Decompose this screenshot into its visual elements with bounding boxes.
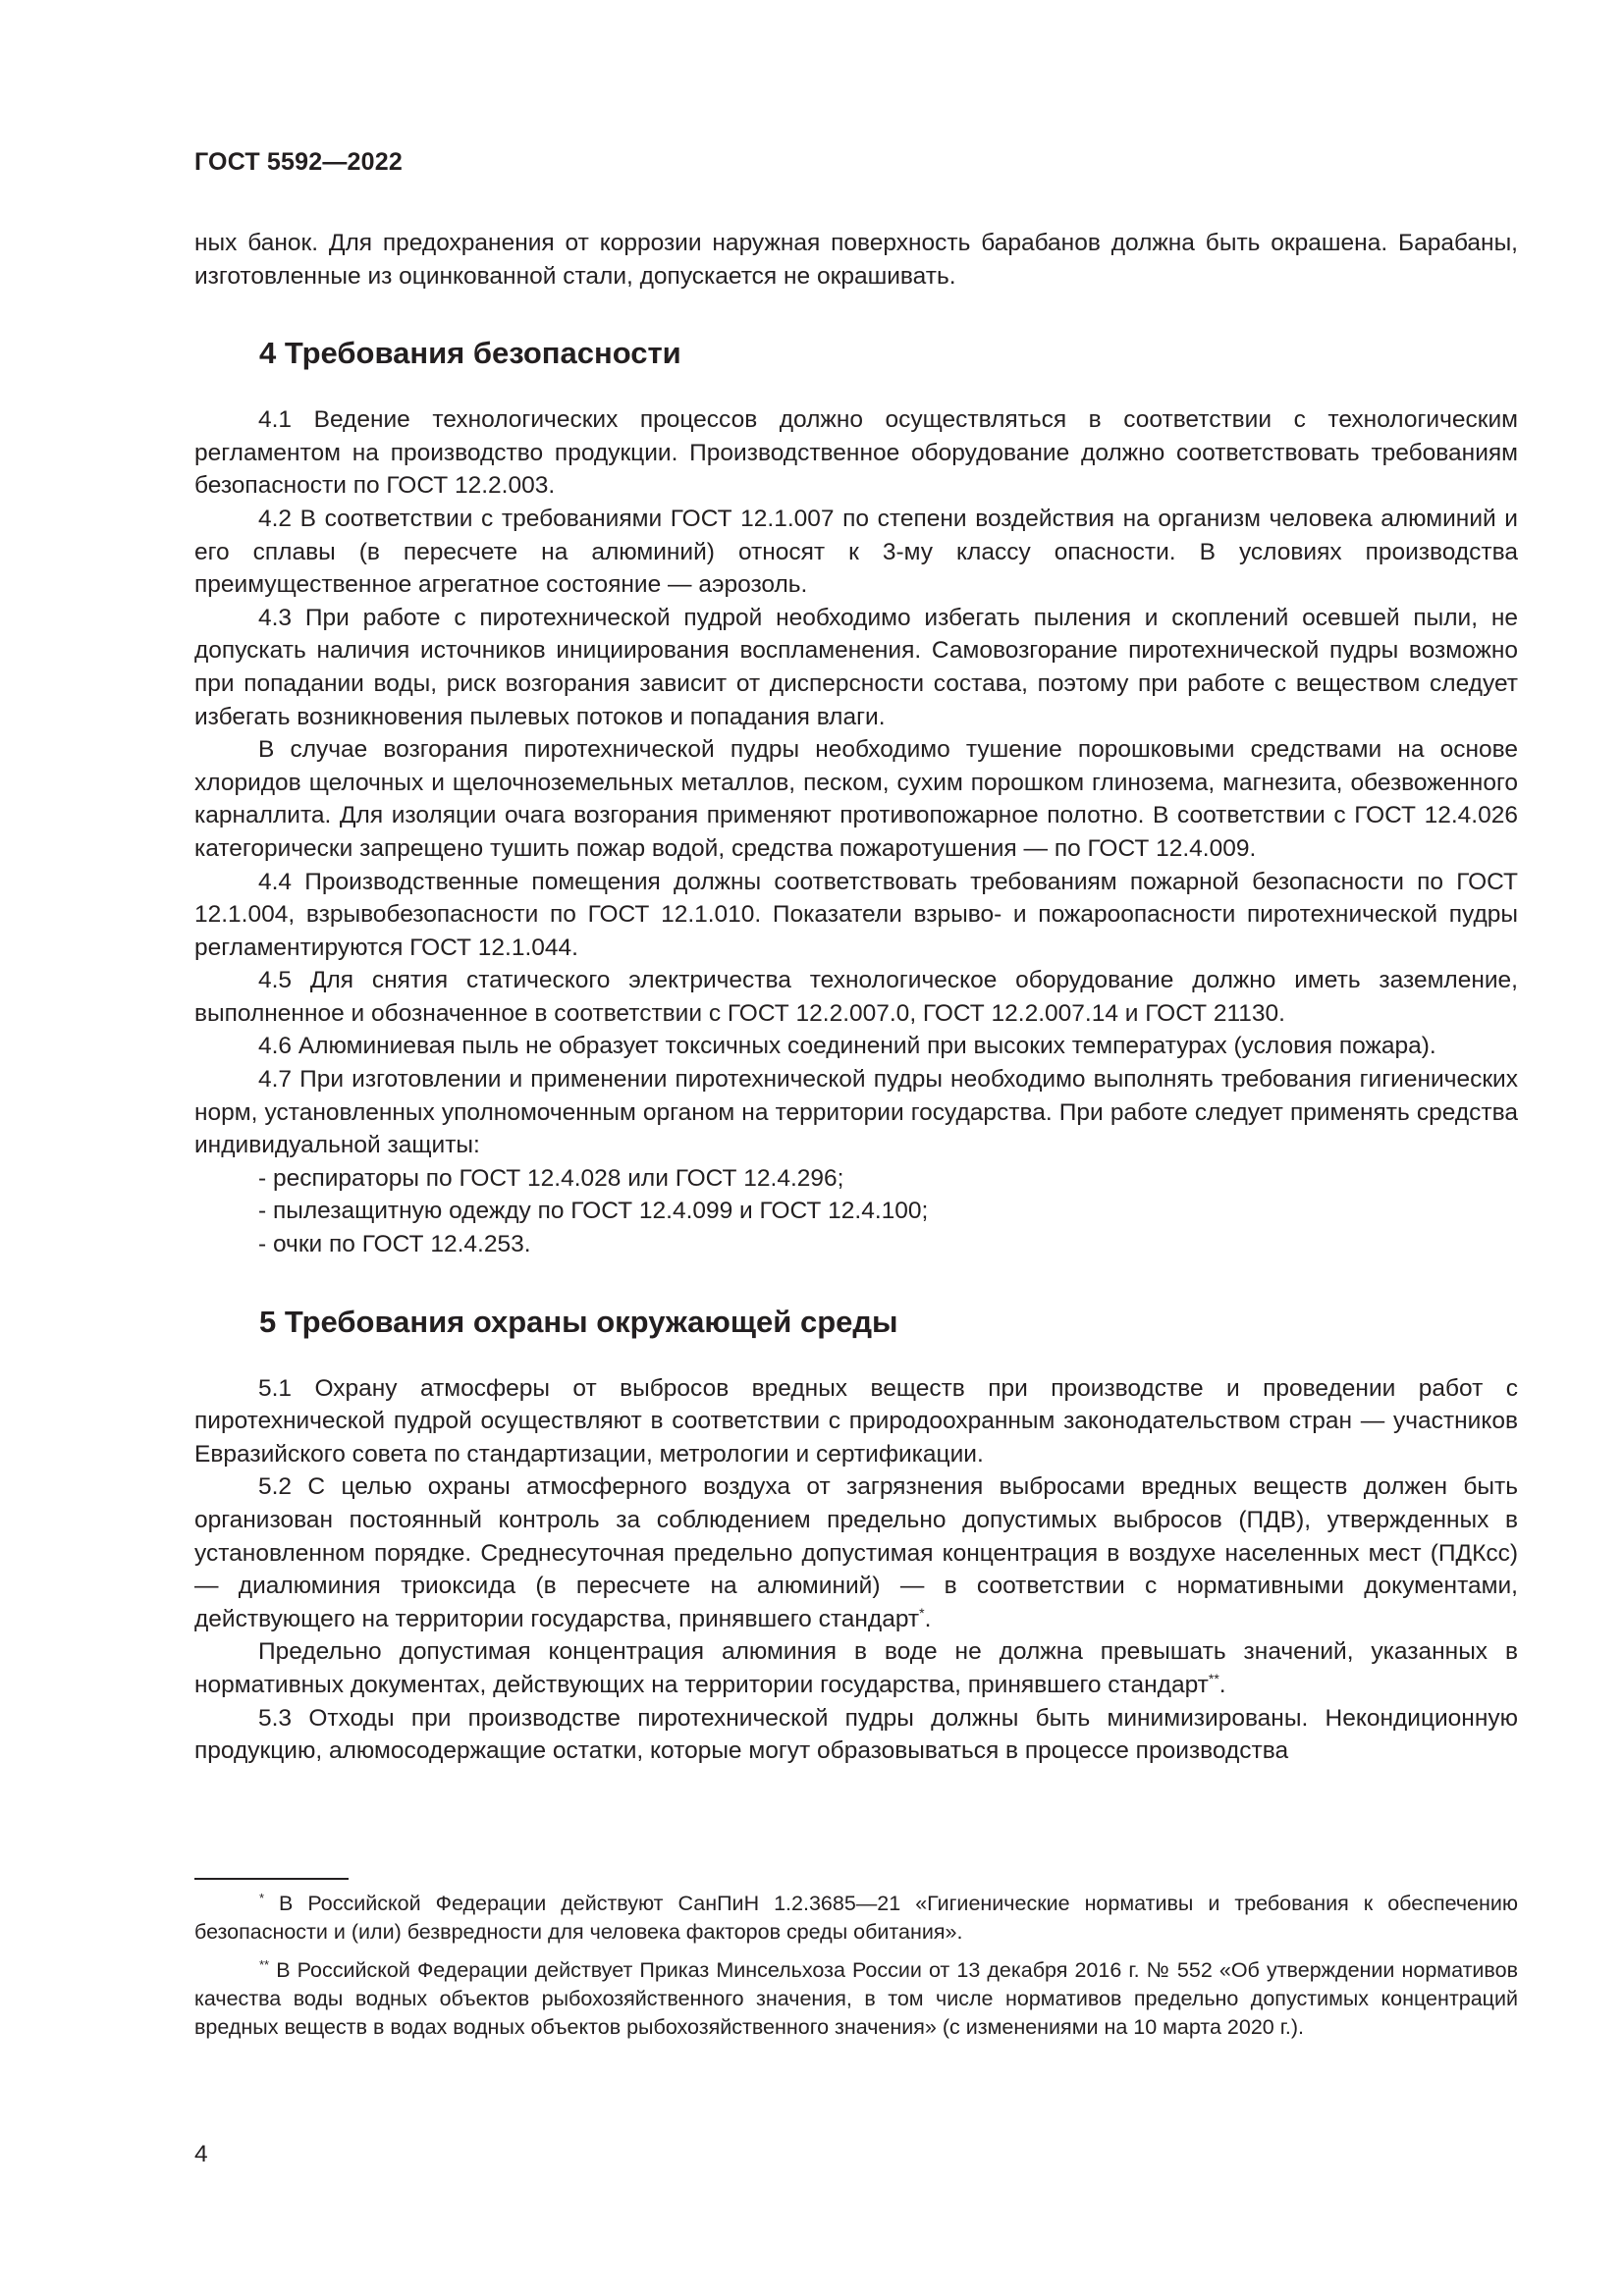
protection-list: [194, 1162, 1518, 1261]
paragraph-5-3: 5.3 Отходы при производстве пиротехнической пудры должны быть минимизированы. Некондиционную продукцию, алюмосодержащие остатки, которые могут образовываться в процессе производства: [194, 1704, 1518, 1765]
footnote-text: В Российской Федерации действует Приказ Минсельхоза России от 13 декабря 2016 г. № 552 «Об утверждении нормативов качества воды водных объектов рыбохозяйственного значения, в том числе нормативов предельно допустимых концентраций вредных веществ в водах водных объектов рыбохозяйственного значения» (с изменениями на 10 марта 2020 г.).: [194, 1958, 1518, 2039]
footnote-2: [194, 1956, 1518, 2042]
paragraph-4-3-fire: В случае возгорания пиротехнической пудры необходимо тушение порошковыми средствами на основе хлоридов щелочных и щелочноземельных металлов, песком, сухим порошком глинозема, магнезита, обезвоженного карналлита. Для изоляции очага возгорания применяют противопожарное полотно. В соответствии с ГОСТ 12.4.026 категорически запрещено тушить пожар водой, средства пожаротушения — по ГОСТ 12.4.009.: [194, 736, 1518, 862]
main-content: [194, 227, 1518, 1768]
paragraph-5-1: 5.1 Охрану атмосферы от выбросов вредных веществ при производстве и проведении работ с пиротехнической пудрой осуществляют в соответствии с природоохранным законодательством стран — участников Евразийского совета по стандартизации, метрологии и сертификации.: [194, 1374, 1518, 1468]
paragraph-4-2: 4.2 В соответствии с требованиями ГОСТ 12.1.007 по степени воздействия на организм человека алюминий и его сплавы (в пересчете на алюминий) относят к 3-му классу опасности. В условиях производства преимущественное агрегатное состояние — аэрозоль.: [194, 505, 1518, 599]
paragraph-5-2: [194, 1470, 1518, 1635]
paragraph-4-6: 4.6 Алюминиевая пыль не образует токсичных соединений при высоких температурах (условия пожара).: [258, 1033, 1436, 1060]
footnote-mark: **: [259, 1956, 270, 1972]
paragraph-4-4: 4.4 Производственные помещения должны соответствовать требованиям пожарной безопасности по ГОСТ 12.1.004, взрывобезопасности по ГОСТ 12.1.010. Показатели взрыво- и пожароопасности пиротехнической пудры регламентируются ГОСТ 12.1.044.: [194, 868, 1518, 961]
footnotes: [194, 1878, 1518, 2052]
footnote-separator: [194, 1878, 349, 1880]
standard-code-header: ГОСТ 5592—2022: [194, 148, 403, 176]
paragraph-4-1: 4.1 Ведение технологических процессов должно осуществляться в соответствии с технологическим регламентом на производство продукции. Производственное оборудование должно соответствовать требованиям безопасности по ГОСТ 12.2.003.: [194, 406, 1518, 500]
footnote-ref-2: **: [1208, 1670, 1219, 1686]
footnote-ref-1: *: [919, 1604, 925, 1621]
section-4-heading: 4 Требования безопасности: [259, 336, 681, 371]
paragraph-5-2-end: .: [924, 1605, 932, 1632]
list-item: - очки по ГОСТ 12.4.253.: [258, 1231, 531, 1258]
paragraph-5-2-water-end: .: [1218, 1671, 1226, 1698]
paragraph-4-7: 4.7 При изготовлении и применении пиротехнической пудры необходимо выполнять требования гигиенических норм, установленных уполномоченным органом на территории государства. При работе следует применять средства индивидуальной защиты:: [194, 1066, 1518, 1159]
paragraph-5-2-water: [194, 1635, 1518, 1701]
list-item: - респираторы по ГОСТ 12.4.028 или ГОСТ 12.4.296;: [258, 1164, 844, 1192]
paragraph-4-5: 4.5 Для снятия статического электричества технологическое оборудование должно иметь заземление, выполненное и обозначенное в соответствии с ГОСТ 12.2.007.0, ГОСТ 12.2.007.14 и ГОСТ 21130.: [194, 967, 1518, 1027]
page-number: 4: [194, 2141, 208, 2167]
paragraph-5-2-water-text: Предельно допустимая концентрация алюминия в воде не должна превышать значений, указанных в нормативных документах, действующих на территории государства, принявшего стандарт: [194, 1638, 1518, 1698]
footnote-1: [194, 1890, 1518, 1947]
paragraph-5-2-text: 5.2 С целью охраны атмосферного воздуха от загрязнения выбросами вредных веществ должен быть организован постоянный контроль за соблюдением предельно допустимых выбросов (ПДВ), утвержденных в установленном порядке. Среднесуточная предельно допустимая концентрация в воздухе населенных мест (ПДКсс) — диалюминия триоксида (в пересчете на алюминий) — в соответствии с нормативными документами, действующего на территории государства, принявшего стандарт: [194, 1473, 1518, 1632]
list-item: - пылезащитную одежду по ГОСТ 12.4.099 и ГОСТ 12.4.100;: [258, 1198, 929, 1225]
section-5-heading: 5 Требования охраны окружающей среды: [259, 1304, 898, 1339]
paragraph-4-3: 4.3 При работе с пиротехнической пудрой необходимо избегать пыления и скоплений осевшей пыли, не допускать наличия источников инициирования воспламенения. Самовозгорание пиротехнической пудры возможно при попадании воды, риск возгорания зависит от дисперсности состава, поэтому при работе с веществом следует избегать возникновения пылевых потоков и попадания влаги.: [194, 604, 1518, 730]
intro-paragraph: ных банок. Для предохранения от коррозии наружная поверхность барабанов должна быть окрашена. Барабаны, изготовленные из оцинкованной стали, допускается не окрашивать.: [194, 230, 1518, 290]
footnote-mark: *: [259, 1890, 265, 1905]
footnote-text: В Российской Федерации действуют СанПиН 1.2.3685—21 «Гигиенические нормативы и требования к обеспечению безопасности и (или) безвредности для человека факторов среды обитания».: [194, 1892, 1518, 1944]
